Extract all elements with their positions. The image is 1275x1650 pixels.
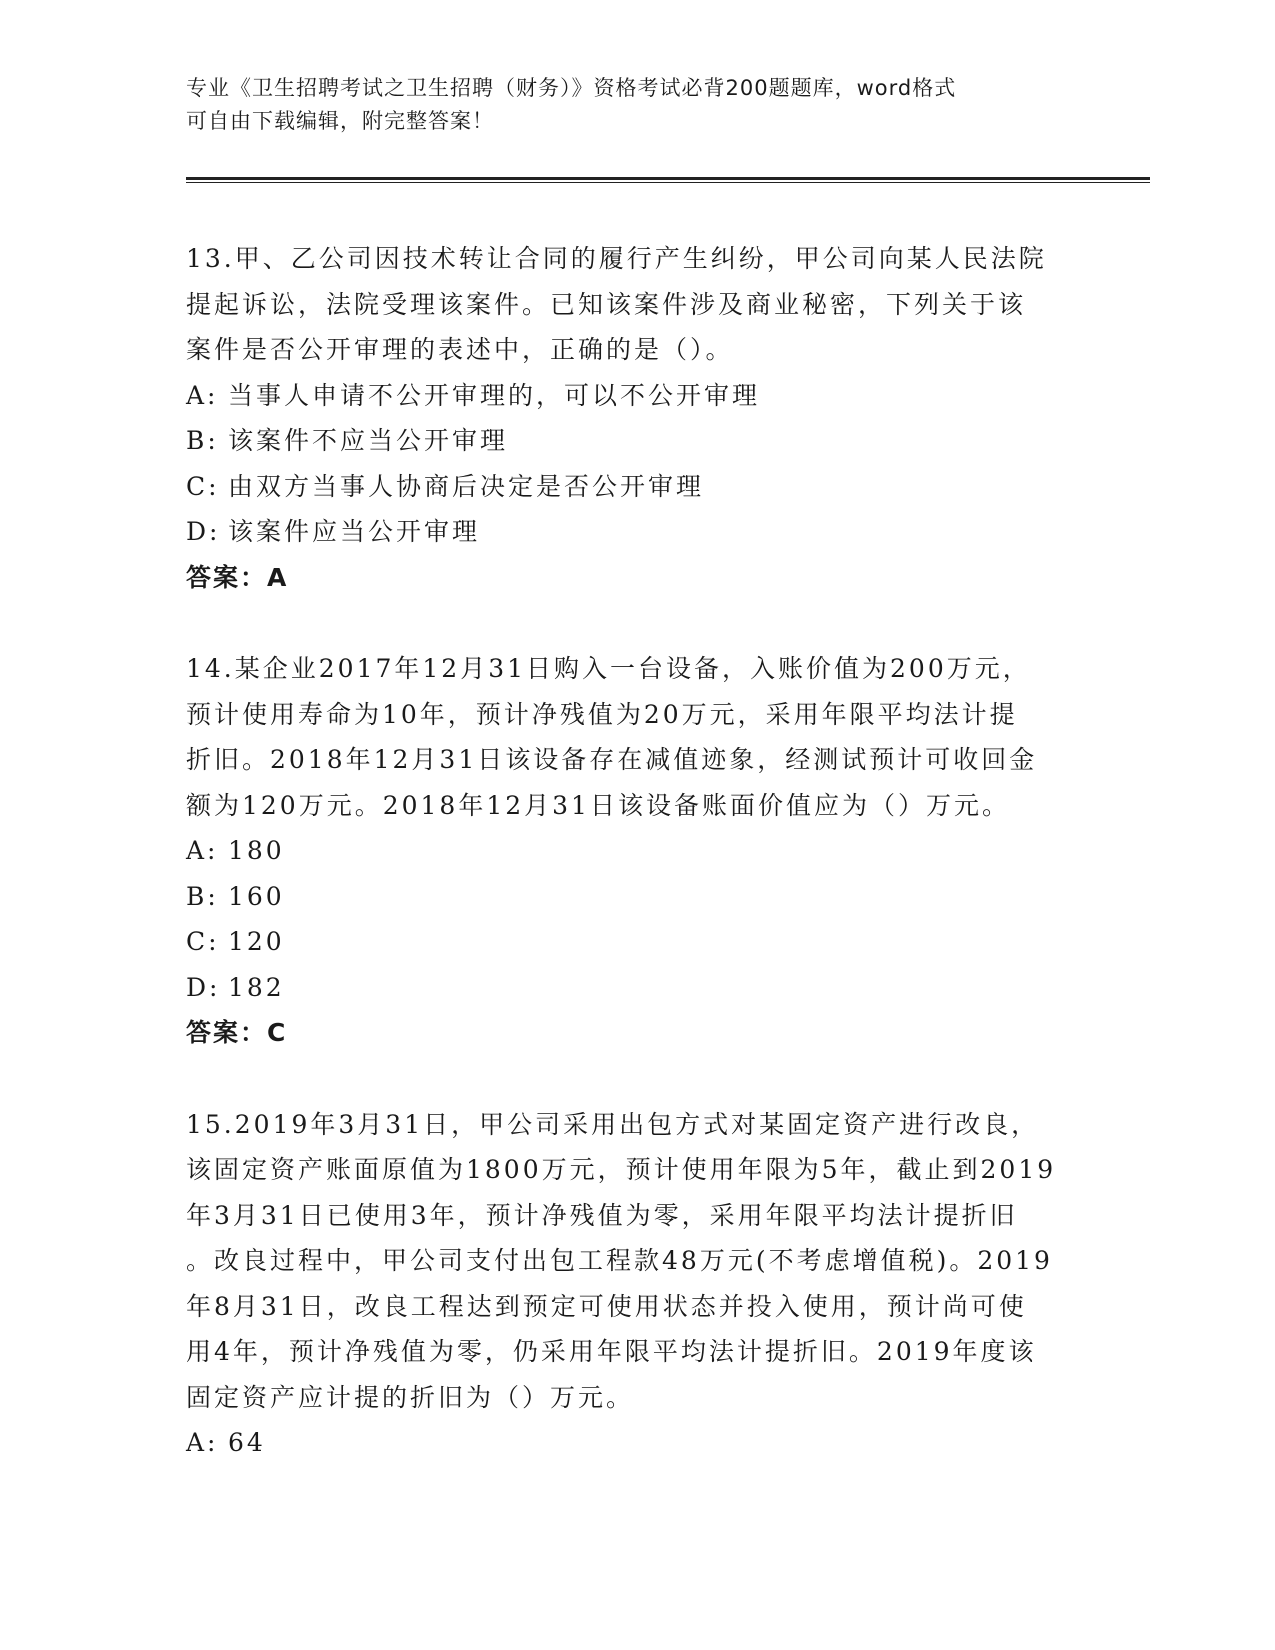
question-stem-line: 提起诉讼，法院受理该案件。已知该案件涉及商业秘密，下列关于该 <box>186 289 1027 319</box>
option-letter: A: <box>186 836 219 865</box>
option-text: 64 <box>228 1428 266 1457</box>
question-stem-line: 14.某企业2017年12月31日购入一台设备，入账价值为200万元， <box>186 654 1031 683</box>
option-letter: A: <box>186 1428 219 1457</box>
option-a <box>186 373 1086 419</box>
option-text: 160 <box>228 881 285 911</box>
header-rule-thick <box>186 177 1150 180</box>
question-stem-line: 固定资产应计提的折旧为（）万元。 <box>186 1382 635 1412</box>
header-line-1: 专业《卫生招聘考试之卫生招聘（财务）》资格考试必背200题题库，word格式 <box>186 76 957 100</box>
answer-line: 答案：A <box>186 562 289 592</box>
question-stem-line: 年3月31日已使用3年，预计净残值为零，采用年限平均法计提折旧 <box>186 1200 1018 1230</box>
option-letter: D: <box>186 972 221 1002</box>
question-stem-line: 该固定资产账面原值为1800万元，预计使用年限为5年，截止到2019 <box>186 1155 1057 1184</box>
option-letter: C: <box>186 927 220 956</box>
question-stem-line: 。改良过程中，甲公司支付出包工程款48万元(不考虑增值税)。2019 <box>186 1246 1053 1275</box>
question-13 <box>186 236 1086 600</box>
header-line-2: 可自由下载编辑，附完整答案！ <box>186 109 494 133</box>
option-letter: B: <box>186 426 219 455</box>
option-text: 该案件不应当公开审理 <box>228 426 509 455</box>
question-stem-line: 15.2019年3月31日，甲公司采用出包方式对某固定资产进行改良， <box>186 1109 1040 1139</box>
option-text: 182 <box>228 972 285 1002</box>
document-header <box>186 72 1066 138</box>
question-stem-line: 预计使用寿命为10年，预计净残值为20万元，采用年限平均法计提 <box>186 699 1018 729</box>
option-d <box>186 965 1086 1011</box>
option-b <box>186 874 1086 920</box>
option-text: 180 <box>228 836 285 865</box>
question-stem-line: 用4年，预计净残值为零，仍采用年限平均法计提折旧。2019年度该 <box>186 1337 1037 1366</box>
option-letter: B: <box>186 881 219 911</box>
option-c <box>186 919 1086 965</box>
answer-line: 答案：C <box>186 1018 288 1047</box>
option-text: 120 <box>228 927 285 956</box>
option-b <box>186 418 1086 464</box>
option-a <box>186 1420 1086 1466</box>
header-rule-thin <box>186 182 1150 183</box>
question-list <box>186 236 1086 1512</box>
question-stem-line: 折旧。2018年12月31日该设备存在减值迹象，经测试预计可收回金 <box>186 745 1038 774</box>
option-letter: C: <box>186 471 220 501</box>
option-d <box>186 509 1086 555</box>
question-15 <box>186 1102 1086 1466</box>
option-text: 当事人申请不公开审理的，可以不公开审理 <box>228 380 761 410</box>
option-letter: D: <box>186 517 221 546</box>
option-letter: A: <box>186 380 219 410</box>
question-stem-line: 年8月31日，改良工程达到预定可使用状态并投入使用，预计尚可使 <box>186 1291 1027 1321</box>
question-14 <box>186 646 1086 1056</box>
question-stem-line: 额为120万元。2018年12月31日该设备账面价值应为（）万元。 <box>186 790 1010 820</box>
option-a <box>186 828 1086 874</box>
question-stem-line: 案件是否公开审理的表述中，正确的是（）。 <box>186 335 734 364</box>
option-c <box>186 464 1086 510</box>
question-stem-line: 13.甲、乙公司因技术转让合同的履行产生纠纷，甲公司向某人民法院 <box>186 244 1047 273</box>
option-text: 由双方当事人协商后决定是否公开审理 <box>228 471 705 501</box>
option-text: 该案件应当公开审理 <box>228 517 481 546</box>
